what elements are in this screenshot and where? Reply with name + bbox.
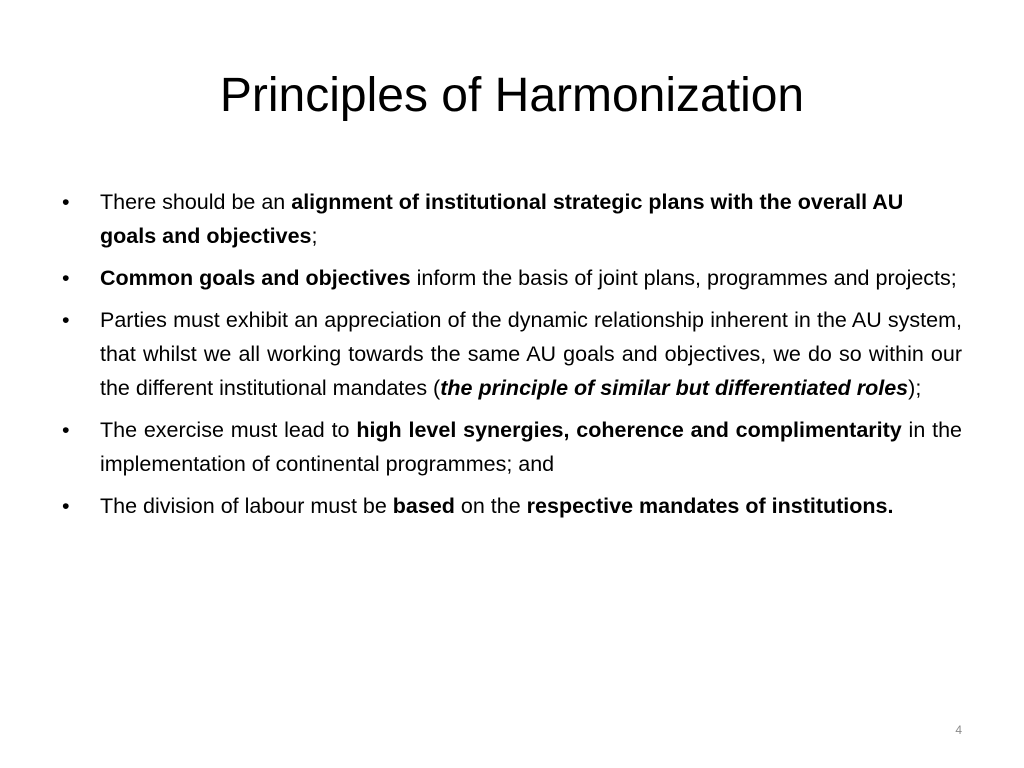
bullet-text: The exercise must lead to [100, 418, 357, 442]
bullet-item-division-of-labour [62, 489, 962, 523]
bullet-bold-italic-text: the principle of similar but differentiated roles [440, 376, 909, 400]
bullet-bold-text: Common goals and objectives [100, 266, 411, 290]
slide-title: Principles of Harmonization [219, 69, 805, 122]
bullet-text: There should be an [100, 190, 292, 214]
bullet-bold-text: based [392, 494, 455, 518]
bullet-icon: • [62, 418, 70, 442]
bullet-item-alignment [62, 185, 962, 253]
bullet-icon: • [62, 494, 70, 518]
bullet-list [62, 185, 962, 531]
bullet-text: in the implementation of continental programmes; and [100, 418, 962, 476]
bullet-icon: • [62, 190, 70, 214]
bullet-icon: • [62, 266, 70, 290]
bullet-item-common-goals [62, 261, 962, 295]
bullet-text: inform the basis of joint plans, programmes and projects; [410, 266, 957, 290]
bullet-bold-text: respective mandates of institutions. [526, 494, 894, 518]
bullet-icon: • [62, 308, 70, 332]
page-number: 4 [955, 723, 962, 737]
bullet-text: Parties must exhibit an appreciation of the dynamic relationship inherent in the AU system, that whilst we all working towards the same AU goals and objectives, we do so within our the different institutional mandates ( [100, 308, 962, 400]
bullet-text: on the [454, 494, 527, 518]
bullet-text: ; [311, 224, 318, 248]
bullet-text: The division of labour must be [100, 494, 393, 518]
bullet-bold-text: high level synergies, coherence and complimentarity [356, 418, 902, 442]
bullet-text: ); [908, 376, 922, 400]
bullet-item-parties [62, 303, 962, 405]
bullet-item-exercise [62, 413, 962, 481]
bullet-bold-text: alignment of institutional strategic plans with the overall AU goals and objectives [100, 190, 904, 248]
